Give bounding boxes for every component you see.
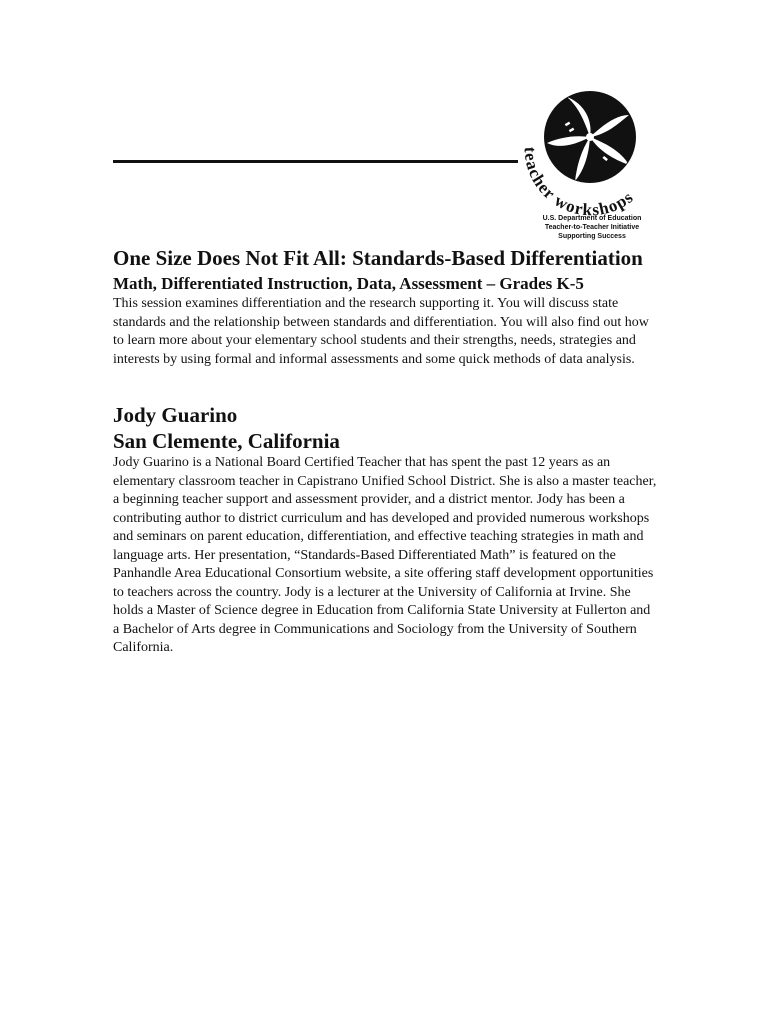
session-description: This session examines differentiation and the research supporting it. You will discuss state standards and the relationship between standards and differentiation. You will also find out how to learn more about your elementary school students and their strengths, needs, strategies and interests by using formal and informal assessments and some quick methods of data analysis. [113,296,649,367]
agency-block [522,214,662,241]
agency-line-department: U.S. Department of Education [542,215,642,222]
agency-line-tagline: Supporting Success [558,233,626,240]
presenter-name: Jody Guarino [113,403,238,427]
agency-line-initiative: Teacher-to-Teacher Initiative [544,224,640,231]
logo-ring-text: teacher workshops [520,146,638,220]
pinwheel-emblem-icon [544,91,636,183]
header-rule [113,160,518,163]
presenter-bio: Jody Guarino is a National Board Certified Teacher that has spent the past 12 years as an elementary classroom teacher in Capistrano Unified School District. She is also a master teacher, a beginning teacher support and assessment provider, and a district mentor. Jody has been a contributing author to district curriculum and has developed and provided numerous workshops and seminars on parent education, differentiation, and effective teaching strategies in math and language arts. Her presentation, “Standards-Based Differentiated Math” is featured on the Panhandle Area Educational Consortium website, a site offering staff development opportunities to teachers across the country. Jody is a lecturer at the University of California at Irvine. She holds a Master of Science degree in Education from California State University at Fullerton and a Bachelor of Arts degree in Communications and Sociology from the University of Southern California. [113,455,657,655]
session-subtitle: Math, Differentiated Instruction, Data, Assessment – Grades K-5 [113,274,584,293]
document-content [113,245,658,658]
teacher-workshops-logo [505,85,670,220]
session-title: One Size Does Not Fit All: Standards-Based Differentiation [113,246,643,270]
presenter-location: San Clemente, California [113,429,340,453]
